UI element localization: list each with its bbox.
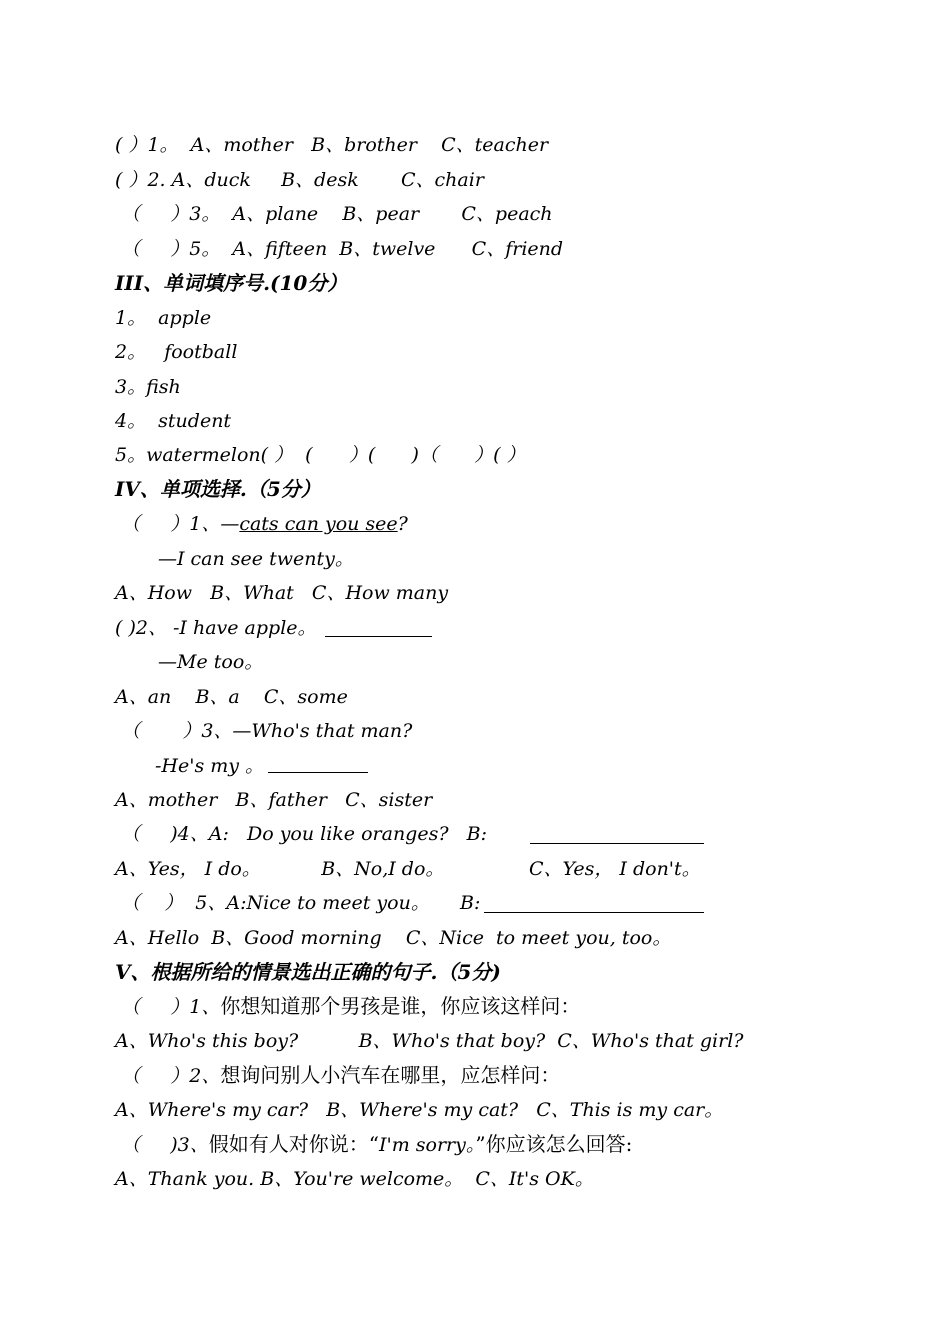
mc-q3-reply: -He's my 。 — [155, 755, 265, 777]
word-item-5: 5。watermelon( ） ( ）( )（ ）( ） — [115, 444, 526, 466]
sq2-options: A、Where's my car? B、Where's my cat? C、This is my car。 — [115, 1099, 724, 1121]
mc-q3-options: A、mother B、father C、sister — [115, 789, 433, 811]
mc-q5-options: A、Hello B、Good morning C、Nice to meet you, too。 — [115, 927, 672, 949]
section-4-heading: IV、单项选择.（5分） — [115, 477, 321, 501]
mc-q1-prefix: （ ）1、— — [115, 513, 240, 535]
mc-q1-underlined: cats can you see — [239, 513, 398, 535]
word-item-3: 3。fish — [115, 376, 181, 398]
answer-blank — [325, 636, 432, 637]
sq3-text-c: ”你应该怎么回答: — [475, 1132, 633, 1156]
question-2-5: （ ）5。 A、fifteen B、twelve C、friend — [115, 238, 564, 260]
sq3-prefix: （ )3、 — [115, 1134, 209, 1156]
question-2-2: ( ）2. A、duck B、desk C、chair — [115, 169, 484, 191]
situation-question-2 — [115, 1063, 560, 1088]
sq2-text: 想询问别人小汽车在哪里，应怎样问： — [220, 1063, 561, 1087]
answer-blank — [530, 843, 704, 844]
sq1-prefix: （ ）1、 — [115, 996, 221, 1018]
sq3-options: A、Thank you. B、You're welcome。 C、It's OK。 — [115, 1168, 594, 1190]
mc-q1-reply: —I can see twenty。 — [158, 548, 354, 570]
word-item-1: 1。 apple — [115, 307, 212, 329]
sq1-options: A、Who's this boy? B、Who's that boy? C、Who's that girl? — [115, 1030, 744, 1052]
section-5-heading: V、根据所给的情景选出正确的句子.（5分) — [115, 960, 501, 984]
question-2-1: ( ）1。 A、mother B、brother C、teacher — [115, 134, 549, 156]
mc-q2-options: A、an B、a C、some — [115, 686, 348, 708]
sq3-text-b: I'm sorry。 — [378, 1134, 476, 1156]
sq3-text-a: 假如有人对你说：“ — [208, 1132, 379, 1156]
mc-question-5: （ ） 5、A:Nice to meet you。 B: — [115, 892, 481, 914]
mc-question-4: （ )4、A: Do you like oranges? B: — [115, 823, 488, 845]
mc-q2-reply: —Me too。 — [158, 651, 264, 673]
mc-question-3: （ ）3、—Who's that man? — [115, 720, 413, 742]
mc-q1-suffix: ? — [397, 513, 408, 535]
sq1-text: 你想知道那个男孩是谁，你应该这样问： — [220, 994, 581, 1018]
sq2-prefix: （ ）2、 — [115, 1065, 221, 1087]
situation-question-3 — [115, 1132, 632, 1157]
situation-question-1 — [115, 994, 580, 1019]
answer-blank — [268, 772, 368, 773]
mc-q4-options: A、Yes， I do。 B、No,I do。 C、Yes， I don't。 — [115, 858, 701, 880]
mc-q1-options: A、How B、What C、How many — [115, 582, 449, 604]
mc-question-2: ( )2、 -I have apple。 — [115, 617, 317, 639]
section-3-heading: III、单词填序号.(10分） — [115, 271, 348, 295]
question-2-3: （ ）3。 A、plane B、pear C、peach — [115, 203, 553, 225]
mc-question-1 — [115, 512, 408, 536]
answer-blank — [484, 912, 704, 913]
word-item-2: 2。 football — [115, 341, 238, 363]
word-item-4: 4。 student — [115, 410, 232, 432]
